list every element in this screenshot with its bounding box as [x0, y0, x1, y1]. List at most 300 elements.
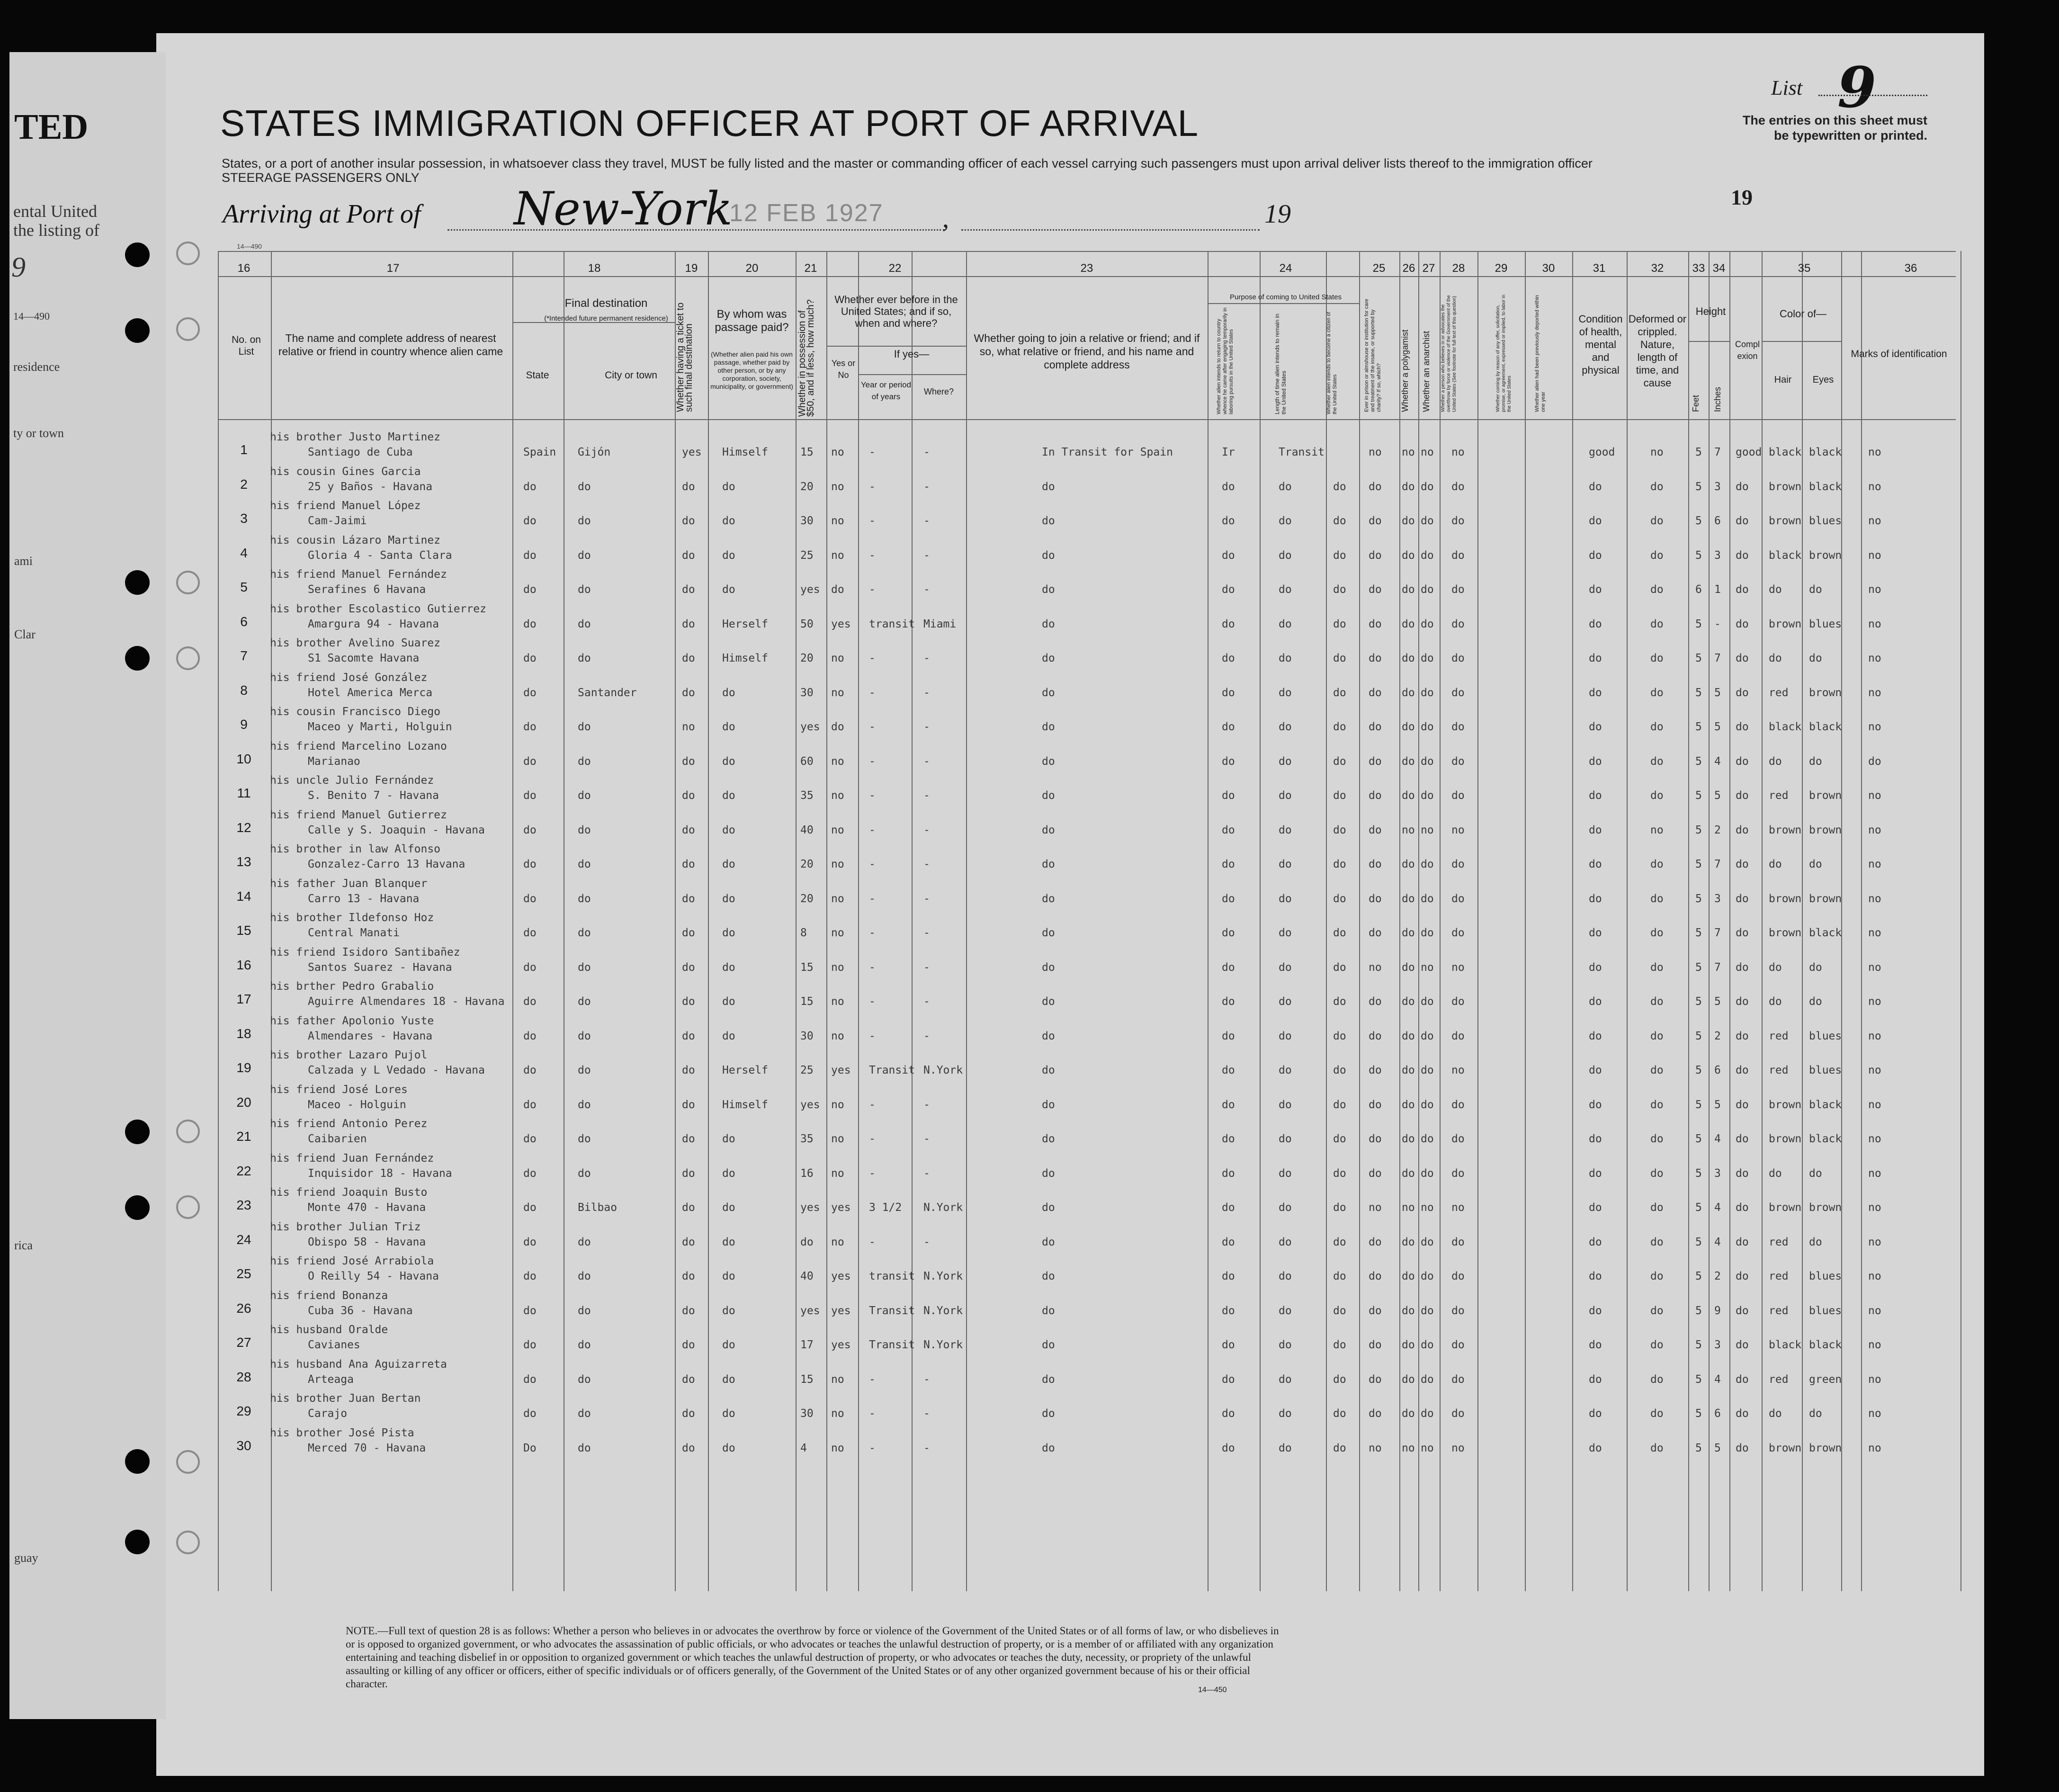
- cell-city: do: [578, 961, 591, 974]
- cell-money: 40: [800, 1270, 814, 1282]
- cell-money: yes: [800, 1201, 820, 1214]
- cell-feet: 5: [1695, 824, 1702, 836]
- cell-purpose-return: do: [1222, 995, 1235, 1008]
- row-number: 29: [236, 1404, 251, 1418]
- cell-money: 20: [800, 893, 814, 905]
- cell-relative-name: his friend Juan Fernández: [270, 1152, 434, 1165]
- cell-inches: 3: [1714, 1339, 1721, 1351]
- cell-where: -: [923, 1133, 930, 1145]
- cell-paid-by: do: [722, 824, 735, 836]
- row-number: 10: [236, 752, 251, 766]
- cell-anarchist: do: [1421, 1236, 1434, 1248]
- cell-ever-before: no: [831, 1442, 844, 1454]
- row-number: 20: [236, 1095, 251, 1110]
- binder-hole: [125, 242, 150, 267]
- cell-feet: 5: [1695, 1064, 1702, 1076]
- left-page-note: Clar: [14, 627, 36, 641]
- cell-complexion: do: [1736, 1030, 1749, 1042]
- cell-money: 16: [800, 1167, 814, 1180]
- cell-inches: 7: [1714, 858, 1721, 870]
- cell-ticket: do: [682, 858, 695, 870]
- cell-money: 30: [800, 1030, 814, 1042]
- cell-deformed: do: [1650, 583, 1664, 596]
- cell-purpose-return: do: [1222, 1442, 1235, 1454]
- cell-purpose-citizen: do: [1333, 1339, 1346, 1351]
- cell-city: Santander: [578, 687, 637, 699]
- cell-going-to-join: do: [1042, 995, 1055, 1008]
- cell-polygamist: do: [1402, 995, 1415, 1008]
- list-label: List: [1771, 76, 1803, 99]
- cell-relative-address: 25 y Baños - Havana: [308, 481, 433, 493]
- cell-prison: do: [1369, 789, 1382, 802]
- cell-money: yes: [800, 1099, 820, 1111]
- cell-where: -: [923, 1373, 930, 1386]
- cell-purpose-length: do: [1279, 618, 1292, 630]
- cell-ticket: do: [682, 893, 695, 905]
- cell-overthrow: do: [1451, 1305, 1465, 1317]
- cell-hair: brown: [1769, 927, 1802, 939]
- cell-purpose-citizen: do: [1333, 549, 1346, 562]
- cell-eyes: black: [1809, 721, 1842, 733]
- cell-year-period: -: [869, 1099, 876, 1111]
- cell-inches: 6: [1714, 1407, 1721, 1420]
- cell-purpose-return: do: [1222, 1270, 1235, 1282]
- cell-state: do: [523, 721, 537, 733]
- cell-purpose-citizen: do: [1333, 755, 1346, 768]
- cell-feet: 6: [1695, 583, 1702, 596]
- cell-relative-name: his friend Manuel Gutierrez: [270, 809, 447, 821]
- cell-polygamist: do: [1402, 549, 1415, 562]
- cell-relative-name: his uncle Julio Fernández: [270, 774, 434, 787]
- cell-prison: do: [1369, 687, 1382, 699]
- cell-state: do: [523, 1339, 537, 1351]
- cell-inches: 3: [1714, 549, 1721, 562]
- cell-purpose-length: do: [1279, 1236, 1292, 1248]
- cell-eyes: brown: [1809, 789, 1842, 802]
- cell-paid-by: Himself: [722, 652, 768, 664]
- cell-ticket: do: [682, 1064, 695, 1076]
- cell-eyes: do: [1809, 652, 1822, 664]
- column-number: 27: [1422, 262, 1435, 275]
- cell-relative-name: his friend Manuel López: [270, 500, 421, 512]
- cell-inches: 6: [1714, 515, 1721, 527]
- cell-hair: do: [1769, 1407, 1782, 1420]
- cell-hair: red: [1769, 1373, 1789, 1386]
- cell-inches: 1: [1714, 583, 1721, 596]
- cell-polygamist: do: [1402, 1236, 1415, 1248]
- date-stamp: 12 FEB 1927: [729, 199, 884, 227]
- cell-feet: 5: [1695, 893, 1702, 905]
- cell-where: -: [923, 481, 930, 493]
- cell-health: do: [1589, 1201, 1602, 1214]
- cell-going-to-join: do: [1042, 1270, 1055, 1282]
- cell-city: do: [578, 1407, 591, 1420]
- cell-city: do: [578, 583, 591, 596]
- cell-overthrow: do: [1451, 481, 1465, 493]
- cell-relative-address: Gloria 4 - Santa Clara: [308, 549, 452, 562]
- cell-purpose-return: do: [1222, 1339, 1235, 1351]
- cell-overthrow: do: [1451, 652, 1465, 664]
- cell-complexion: do: [1736, 549, 1749, 562]
- cell-marks: no: [1868, 961, 1881, 974]
- cell-polygamist: do: [1402, 1064, 1415, 1076]
- row-number: 8: [240, 683, 248, 698]
- cell-paid-by: Himself: [722, 446, 768, 458]
- column-number: 33: [1692, 262, 1705, 275]
- header-prison: Ever in prison or almshouse or institution for care and treatment of the insane, or supported by charity? If so, which?: [1364, 298, 1382, 412]
- cell-marks: no: [1868, 1099, 1881, 1111]
- cell-state: Spain: [523, 446, 556, 458]
- cell-ticket: do: [682, 618, 695, 630]
- cell-feet: 5: [1695, 1442, 1702, 1454]
- column-number: 21: [804, 262, 817, 275]
- binder-hole: [125, 1530, 150, 1554]
- cell-relative-address: Santos Suarez - Havana: [308, 961, 452, 974]
- cell-state: do: [523, 1167, 537, 1180]
- cell-ticket: do: [682, 1339, 695, 1351]
- cell-ever-before: no: [831, 1236, 844, 1248]
- cell-relative-name: his cousin Lázaro Martinez: [270, 534, 441, 547]
- header-eyes: Eyes: [1812, 375, 1834, 385]
- cell-polygamist: do: [1402, 1133, 1415, 1145]
- cell-deformed: do: [1650, 1099, 1664, 1111]
- cell-anarchist: do: [1421, 583, 1434, 596]
- cell-overthrow: do: [1451, 755, 1465, 768]
- cell-hair: do: [1769, 1167, 1782, 1180]
- cell-ticket: yes: [682, 446, 702, 458]
- cell-health: do: [1589, 893, 1602, 905]
- cell-anarchist: do: [1421, 652, 1434, 664]
- left-page-text: the listing of: [13, 221, 99, 240]
- cell-marks: no: [1868, 583, 1881, 596]
- column-number: 20: [745, 262, 759, 275]
- cell-where: -: [923, 995, 930, 1008]
- cell-money: 30: [800, 687, 814, 699]
- cell-state: do: [523, 1030, 537, 1042]
- cell-health: do: [1589, 1167, 1602, 1180]
- cell-purpose-citizen: do: [1333, 1099, 1346, 1111]
- cell-polygamist: no: [1402, 824, 1415, 836]
- cell-purpose-return: do: [1222, 1407, 1235, 1420]
- cell-state: do: [523, 481, 537, 493]
- cell-polygamist: do: [1402, 1305, 1415, 1317]
- cell-deformed: do: [1650, 1133, 1664, 1145]
- cell-ever-before: no: [831, 893, 844, 905]
- cell-purpose-citizen: do: [1333, 1201, 1346, 1214]
- header-offer: Whether coming by reason of any offer, solicitation, promise, or agreement, expressed or implied, to labor in the United States: [1495, 295, 1512, 412]
- cell-health: do: [1589, 481, 1602, 493]
- cell-inches: 7: [1714, 446, 1721, 458]
- cell-feet: 5: [1695, 1201, 1702, 1214]
- cell-deformed: do: [1650, 515, 1664, 527]
- cell-feet: 5: [1695, 618, 1702, 630]
- left-page-number: 9: [11, 251, 26, 283]
- cell-anarchist: do: [1421, 1133, 1434, 1145]
- cell-overthrow: do: [1451, 1339, 1465, 1351]
- cell-prison: do: [1369, 1236, 1382, 1248]
- cell-anarchist: do: [1421, 927, 1434, 939]
- cell-polygamist: no: [1402, 446, 1415, 458]
- header-purpose-length: Length of time alien intends to remain in the United States: [1274, 314, 1287, 414]
- cell-state: do: [523, 583, 537, 596]
- cell-purpose-return: do: [1222, 1133, 1235, 1145]
- cell-hair: red: [1769, 1270, 1789, 1282]
- cell-marks: do: [1868, 755, 1881, 768]
- cell-ticket: do: [682, 927, 695, 939]
- left-page-note: guay: [14, 1551, 38, 1565]
- cell-health: do: [1589, 1373, 1602, 1386]
- header-if-yes: If yes—: [894, 348, 930, 360]
- date-line: [961, 229, 1260, 231]
- cell-eyes: blues: [1809, 1270, 1842, 1282]
- cell-prison: do: [1369, 618, 1382, 630]
- cell-relative-address: Serafines 6 Havana: [308, 583, 426, 596]
- cell-money: 4: [800, 1442, 807, 1454]
- cell-ever-before: no: [831, 687, 844, 699]
- cell-overthrow: do: [1451, 1030, 1465, 1042]
- cell-state: do: [523, 549, 537, 562]
- cell-purpose-return: do: [1222, 858, 1235, 870]
- cell-purpose-citizen: do: [1333, 1133, 1346, 1145]
- cell-health: do: [1589, 1030, 1602, 1042]
- cell-inches: 3: [1714, 1167, 1721, 1180]
- cell-complexion: do: [1736, 687, 1749, 699]
- cell-year-period: transit: [869, 1270, 915, 1282]
- cell-paid-by: do: [722, 721, 735, 733]
- cell-anarchist: do: [1421, 1305, 1434, 1317]
- cell-relative-address: Amargura 94 - Havana: [308, 618, 439, 630]
- cell-paid-by: do: [722, 515, 735, 527]
- cell-marks: no: [1868, 858, 1881, 870]
- cell-purpose-length: do: [1279, 583, 1292, 596]
- cell-state: do: [523, 1201, 537, 1214]
- cell-marks: no: [1868, 721, 1881, 733]
- cell-state: do: [523, 824, 537, 836]
- cell-health: do: [1589, 721, 1602, 733]
- cell-inches: 7: [1714, 961, 1721, 974]
- cell-going-to-join: do: [1042, 1099, 1055, 1111]
- cell-purpose-length: do: [1279, 995, 1292, 1008]
- cell-purpose-citizen: do: [1333, 618, 1346, 630]
- cell-ever-before: yes: [831, 1339, 851, 1351]
- header-final-destination: Final destination: [564, 297, 648, 310]
- cell-anarchist: do: [1421, 755, 1434, 768]
- row-number: 3: [240, 511, 248, 526]
- cell-city: do: [578, 1236, 591, 1248]
- left-page-code: 14—490: [13, 310, 50, 322]
- cell-hair: brown: [1769, 1442, 1802, 1454]
- cell-marks: no: [1868, 1167, 1881, 1180]
- header-by-whom-note: (Whether alien paid his own passage, whether paid by other person, or by any corporation, society, municipality, or government): [710, 350, 793, 390]
- cell-eyes: do: [1809, 995, 1822, 1008]
- row-number: 4: [240, 546, 248, 560]
- cell-where: -: [923, 1030, 930, 1042]
- cell-marks: no: [1868, 1442, 1881, 1454]
- cell-where: -: [923, 446, 930, 458]
- cell-health: do: [1589, 1099, 1602, 1111]
- cell-going-to-join: In Transit for Spain: [1042, 446, 1173, 458]
- cell-anarchist: do: [1421, 687, 1434, 699]
- cell-complexion: do: [1736, 1339, 1749, 1351]
- cell-deformed: do: [1650, 1305, 1664, 1317]
- cell-overthrow: do: [1451, 515, 1465, 527]
- cell-relative-address: Almendares - Havana: [308, 1030, 433, 1042]
- header-by-whom: By whom was passage paid?: [715, 308, 789, 334]
- cell-year-period: -: [869, 995, 876, 1008]
- cell-deformed: no: [1650, 446, 1664, 458]
- cell-paid-by: do: [722, 789, 735, 802]
- cell-relative-name: his cousin Gines Garcia: [270, 466, 421, 478]
- cell-ever-before: no: [831, 961, 844, 974]
- cell-complexion: do: [1736, 1167, 1749, 1180]
- header-marks: Marks of identification: [1851, 349, 1947, 359]
- cell-year-period: -: [869, 687, 876, 699]
- cell-going-to-join: do: [1042, 1305, 1055, 1317]
- cell-where: -: [923, 1407, 930, 1420]
- cell-hair: red: [1769, 1236, 1789, 1248]
- header-anarchist: Whether an anarchist: [1422, 331, 1431, 412]
- cell-going-to-join: do: [1042, 1236, 1055, 1248]
- cell-city: do: [578, 549, 591, 562]
- header-where: Where?: [923, 387, 954, 396]
- cell-hair: brown: [1769, 893, 1802, 905]
- cell-ticket: do: [682, 789, 695, 802]
- left-page-header: residence: [13, 360, 60, 374]
- column-number: 18: [588, 262, 601, 275]
- cell-where: N.York: [923, 1064, 963, 1076]
- cell-feet: 5: [1695, 1373, 1702, 1386]
- cell-purpose-length: do: [1279, 824, 1292, 836]
- cell-purpose-return: do: [1222, 1167, 1235, 1180]
- binder-hole: [125, 318, 150, 343]
- cell-inches: 3: [1714, 481, 1721, 493]
- cell-prison: do: [1369, 1373, 1382, 1386]
- cell-overthrow: do: [1451, 893, 1465, 905]
- cell-polygamist: do: [1402, 893, 1415, 905]
- subtitle-text: States, or a port of another insular possession, in whatsoever class they travel, MUST be fully listed and the master or commanding officer of each vessel carrying such passengers must upon arrival deliver lists thereof to the immigration officer: [222, 156, 1593, 170]
- cell-relative-name: his brother Avelino Suarez: [270, 637, 441, 649]
- cell-overthrow: do: [1451, 687, 1465, 699]
- cell-state: do: [523, 618, 537, 630]
- cell-feet: 5: [1695, 1236, 1702, 1248]
- cell-anarchist: no: [1421, 961, 1434, 974]
- cell-state: do: [523, 1373, 537, 1386]
- binder-ring: [176, 242, 200, 265]
- cell-eyes: brown: [1809, 1201, 1842, 1214]
- cell-where: N.York: [923, 1270, 963, 1282]
- cell-anarchist: do: [1421, 1099, 1434, 1111]
- binder-ring: [176, 317, 200, 341]
- cell-ticket: do: [682, 824, 695, 836]
- cell-where: N.York: [923, 1201, 963, 1214]
- cell-purpose-return: do: [1222, 687, 1235, 699]
- cell-polygamist: do: [1402, 481, 1415, 493]
- cell-state: do: [523, 515, 537, 527]
- cell-going-to-join: do: [1042, 1373, 1055, 1386]
- row-number: 7: [240, 648, 248, 663]
- cell-hair: brown: [1769, 1099, 1802, 1111]
- cell-health: do: [1589, 618, 1602, 630]
- cell-city: do: [578, 755, 591, 768]
- cell-complexion: do: [1736, 1305, 1749, 1317]
- cell-purpose-length: do: [1279, 687, 1292, 699]
- cell-anarchist: do: [1421, 1167, 1434, 1180]
- cell-ever-before: no: [831, 481, 844, 493]
- cell-paid-by: do: [722, 858, 735, 870]
- cell-year-period: -: [869, 755, 876, 768]
- cell-relative-name: his cousin Francisco Diego: [270, 706, 441, 718]
- cell-relative-address: Calle y S. Joaquin - Havana: [308, 824, 485, 836]
- row-number: 21: [236, 1129, 251, 1144]
- cell-city: do: [578, 995, 591, 1008]
- cell-complexion: do: [1736, 1099, 1749, 1111]
- row-number: 27: [236, 1335, 251, 1350]
- cell-ticket: do: [682, 1270, 695, 1282]
- column-number: 23: [1080, 262, 1093, 275]
- cell-city: do: [578, 1030, 591, 1042]
- cell-where: N.York: [923, 1339, 963, 1351]
- cell-city: do: [578, 721, 591, 733]
- cell-inches: 5: [1714, 1442, 1721, 1454]
- cell-ticket: do: [682, 755, 695, 768]
- cell-where: -: [923, 789, 930, 802]
- cell-hair: do: [1769, 652, 1782, 664]
- cell-complexion: do: [1736, 721, 1749, 733]
- cell-feet: 5: [1695, 721, 1702, 733]
- cell-relative-address: Cavianes: [308, 1339, 360, 1351]
- cell-overthrow: do: [1451, 858, 1465, 870]
- cell-health: do: [1589, 1339, 1602, 1351]
- cell-anarchist: do: [1421, 618, 1434, 630]
- cell-ticket: do: [682, 1236, 695, 1248]
- header-hair: Hair: [1774, 375, 1792, 385]
- cell-going-to-join: do: [1042, 893, 1055, 905]
- cell-health: do: [1589, 961, 1602, 974]
- cell-polygamist: do: [1402, 1270, 1415, 1282]
- cell-anarchist: do: [1421, 549, 1434, 562]
- cell-where: -: [923, 1236, 930, 1248]
- cell-where: -: [923, 687, 930, 699]
- cell-ever-before: do: [831, 721, 844, 733]
- cell-overthrow: no: [1451, 1064, 1465, 1076]
- cell-health: do: [1589, 1236, 1602, 1248]
- cell-deformed: do: [1650, 1339, 1664, 1351]
- cell-eyes: blues: [1809, 1305, 1842, 1317]
- row-number: 26: [236, 1301, 251, 1316]
- cell-ever-before: no: [831, 927, 844, 939]
- cell-where: -: [923, 652, 930, 664]
- cell-complexion: do: [1736, 1133, 1749, 1145]
- cell-polygamist: do: [1402, 1373, 1415, 1386]
- cell-health: do: [1589, 858, 1602, 870]
- cell-year-period: -: [869, 893, 876, 905]
- cell-ever-before: yes: [831, 1305, 851, 1317]
- form-code: 14—490: [237, 242, 262, 250]
- header-final-destination-note: (*Intended future permanent residence): [544, 314, 668, 323]
- cell-inches: 7: [1714, 927, 1721, 939]
- cell-polygamist: do: [1402, 721, 1415, 733]
- column-number: 28: [1452, 262, 1465, 275]
- cell-relative-name: his brother Julian Triz: [270, 1221, 421, 1233]
- cell-marks: no: [1868, 1064, 1881, 1076]
- cell-hair: do: [1769, 961, 1782, 974]
- cell-overthrow: do: [1451, 995, 1465, 1008]
- cell-feet: 5: [1695, 1270, 1702, 1282]
- cell-purpose-length: do: [1279, 1339, 1292, 1351]
- left-page-header: ty or town: [13, 426, 64, 440]
- header-deformed: Deformed or crippled. Nature, length of time, and cause: [1628, 313, 1687, 389]
- cell-city: do: [578, 1305, 591, 1317]
